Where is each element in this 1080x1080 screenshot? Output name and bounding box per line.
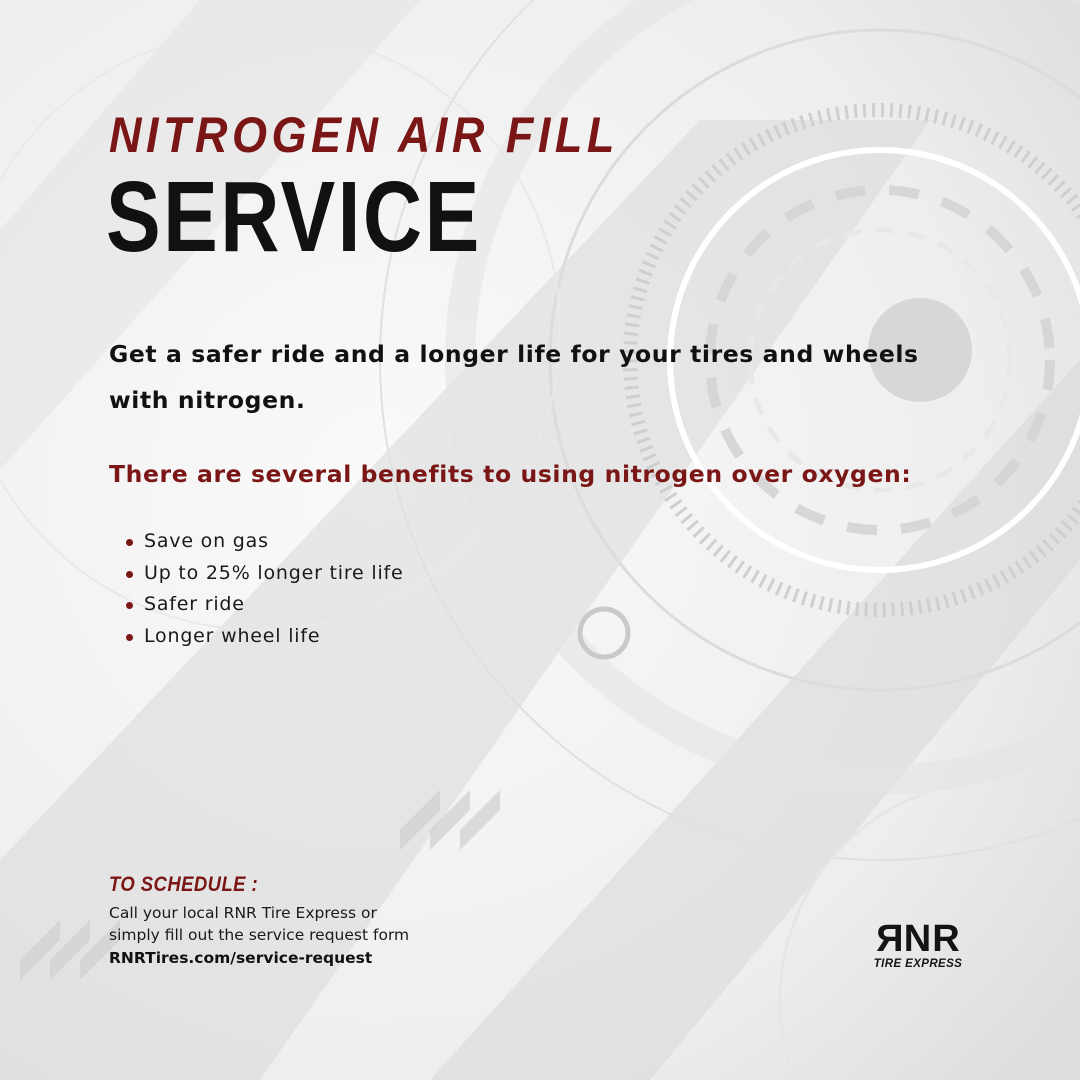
benefit-item xyxy=(126,589,404,621)
headline-line1: NITROGEN AIR FILL xyxy=(109,107,619,163)
benefit-item xyxy=(126,621,404,653)
benefit-label: Safer ride xyxy=(144,593,245,615)
schedule-label: TO SCHEDULE : xyxy=(109,873,259,896)
schedule-text-line1: Call your local RNR Tire Express or xyxy=(109,904,377,922)
benefit-label: Longer wheel life xyxy=(144,624,321,647)
rnr-logo xyxy=(866,920,976,976)
benefits-heading: There are several benefits to using nitrogen over oxygen: xyxy=(109,460,912,488)
benefit-item xyxy=(126,558,404,590)
bullet-icon xyxy=(126,539,133,546)
schedule-text-line2: simply fill out the service request form xyxy=(109,926,410,944)
bullet-icon xyxy=(126,634,133,641)
headline-line2: SERVICE xyxy=(106,161,482,273)
benefit-item xyxy=(126,526,404,558)
bullet-icon xyxy=(126,571,133,578)
benefits-list xyxy=(126,526,404,652)
service-request-link[interactable]: RNRTires.com/service-request xyxy=(109,949,373,967)
logo-subtitle: TIRE EXPRESS xyxy=(873,958,963,970)
intro-text: Get a safer ride and a longer life for your tires and wheels with nitrogen. xyxy=(109,340,919,414)
logo-mark: RNR xyxy=(875,918,961,960)
bullet-icon xyxy=(126,602,133,609)
benefit-label: Up to 25% longer tire life xyxy=(144,561,404,584)
benefit-label: Save on gas xyxy=(144,530,269,552)
